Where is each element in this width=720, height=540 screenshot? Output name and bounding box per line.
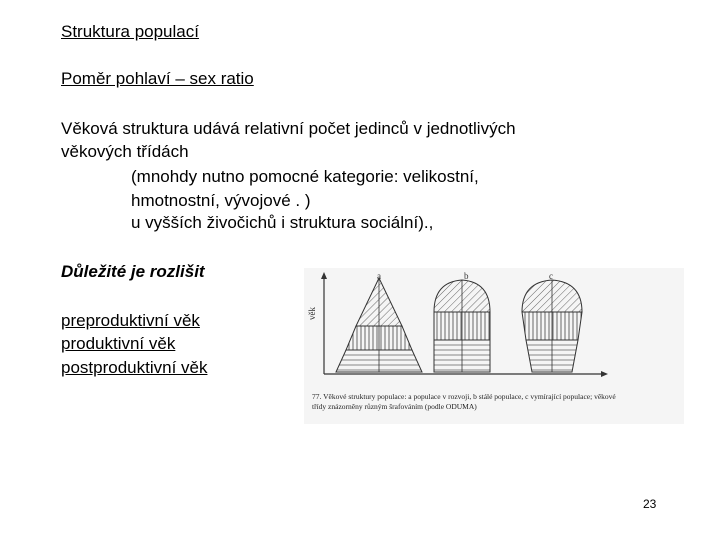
sex-ratio-heading: Poměr pohlaví – sex ratio [61, 69, 254, 88]
figure-label-b: b [464, 271, 469, 281]
pyramid-b [434, 280, 490, 372]
page-title: Struktura populací [61, 22, 199, 41]
age-structure-line-1: Věková struktura udává relativní počet jedinců v jednotlivých [61, 119, 516, 138]
pyramid-a [336, 278, 422, 372]
pyramid-c [522, 280, 582, 372]
figure-caption-line-1: 77. Věkové struktury populace: a populace v rozvoji, b stálé populace, c vymírající populace; věkové [312, 392, 616, 401]
distinguish-heading: Důležité je rozlišit [61, 262, 205, 281]
category-productive: produktivní věk [61, 334, 176, 353]
age-structure-line-4: hmotnostní, vývojové . ) [131, 191, 311, 210]
figure-y-axis-label: věk [307, 307, 317, 320]
category-postproductive: postproduktivní věk [61, 358, 208, 377]
age-structure-line-5: u vyšších živočichů i struktura sociální)., [131, 213, 434, 232]
category-preproductive: preproduktivní věk [61, 311, 200, 330]
age-structure-line-3: (mnohdy nutno pomocné kategorie: velikostní, [131, 167, 479, 186]
page-number: 23 [643, 497, 657, 511]
figure-label-a: a [377, 271, 381, 281]
figure-label-c: c [549, 271, 553, 281]
age-structure-line-2: věkových třídách [61, 142, 189, 161]
age-pyramid-figure [304, 268, 684, 424]
figure-caption-line-2: třídy znázorněny různým šrafováním (podle ODUMA) [312, 402, 477, 411]
